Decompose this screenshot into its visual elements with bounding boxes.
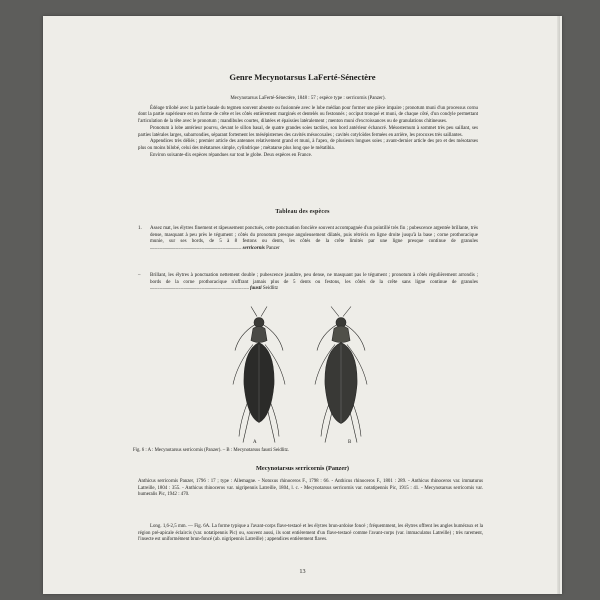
figure-caption: Fig. 6 : A : Mecynotarsus serricornis (Panzer). – B : Mecynotarsus fausti Seidlitz. (133, 448, 290, 453)
key-author: Panzer (266, 246, 280, 252)
intro-paragraph-1: Édéage trilobé avec la partie basale du tegmen souvent absente ou fusionnée avec le lobe médian pour former une pièce impaire ; pronotum muni d'un processus cornu dont la partie supérieure est en forme de crête et les côtés entièrement marginés et dentelés ou festonnés ; occiput tronqué et muni, de chaque côté, d'un condyle permettant l'articulation de la tête avec le pronotum ; mandibules courtes, dilatées et épaissies latéralement ; menton muni d'excroissances ou de granulations chitineuses. (138, 105, 478, 125)
species-title: Mecynotarsus serricornis (Panzer) (255, 465, 350, 472)
table-title: Tableau des espèces (275, 209, 330, 215)
species-synonymy: Anthicus serricornis Panzer, 1796 : 17 ; type : Allemagne. - Notoxus rhinoceros F., 1798 : 66. - Anthicus rhinoceros F., 1801 : 289. - Anthicus rhinoceros var. immaturus Latreille, 1804 : 355. - Anthicus rhinoceros var. nigripennis Latreille, 1804, l. c. - Mecynotarsus serricornis var. notatipennis Pic, 1915 : 41. - Mecynotarsus serricornis var. humeralis Pic, 1942 : 470. (138, 479, 483, 498)
figure-label-a: A (253, 440, 257, 445)
key-number: – (138, 273, 141, 278)
key-text: Assez mat, les élytres finement et râpeusement ponctués, cette ponctuation foncière souvent accompagnée d'un pointillé très fin ; pubescence argentée brillante, très dense, masquant à peu près le tégument ; côtés du pronotum presque anguleusement dilatés, puis rétrécis en ligne droite jusqu'à la base ; corne prothoracique munie, sur ses bords, de 5 à 8 festons ou dents, les côtés de la crête limités par une ligne presque continue de granules (150, 226, 478, 245)
species-description: Long. 1,6-2,5 mm. — Fig. 6A. La forme typique a l'avant-corps flave-testacé et les élytres brun-ardoise foncé ; fréquemment, les élytres offrent les angles huméraux et la région pré-apicale éclaircis (var. notatipennis Pic) ou, souvent aussi, ils sont entièrement d'un flave-testacé comme l'avant-corps (var. immaculatus Latreille) ; très rarement, l'insecte est uniformément brun-foncé (ab. nigripennis Latreille) ; appendices entièrement flaves. (138, 524, 483, 543)
key-number: 1. (138, 226, 142, 231)
key-leader-dots: .............................................................................................. (150, 286, 249, 292)
key-species: fausti (249, 286, 262, 292)
key-text: Brillant, les élytres à ponctuation nettement double ; pubescence jaunâtre, peu dense, ne masquant pas le tégument ; pronotum à côtés régulièrement arrondis ; bords de la corne prothoracique n'offrant jamais plus de 5 dents ou festons, les côtés de la crête sans ligne continue de granules (150, 273, 478, 285)
intro-block (138, 96, 478, 159)
key-leader-dots: ....................................................................................... (150, 246, 242, 252)
key-couplet-2 (138, 273, 478, 293)
beetle-b (315, 307, 367, 443)
page-edge (557, 16, 560, 594)
genus-title: Genre Mecynotarsus LaFerté-Sénectère (229, 72, 376, 82)
key-species: serricornis (242, 246, 265, 252)
book-page (43, 16, 562, 594)
beetle-illustration (229, 302, 379, 447)
key-author: Seidlitz (262, 286, 279, 292)
figure-label-b: B (348, 440, 352, 445)
intro-paragraph-4: Environ soixante-dix espèces répandues sur tout le globe. Deux espèces en France. (150, 152, 313, 158)
beetle-a (233, 307, 285, 443)
key-couplet-1 (138, 226, 478, 253)
intro-paragraph-3: Appendices très déliés ; premier article des antennes relativement grand et muni, à l'apex, de plusieurs longues soies ; avant-dernier article des pro et des mésotarses plus ou moins bilobé, celui des métatarses simple, cylindrique ; métatarse plus long que le métatibia. (138, 139, 478, 151)
genus-reference: Mecynotarsus LaFerté-Sénectère, 1848 : 57 ; espèce type : serricornis (Panzer). (230, 96, 386, 101)
page-number: 13 (299, 568, 306, 575)
intro-paragraph-2: Pronotum à lobe antérieur pourvu, devant le sillon basal, de quatre grandes soies tactiles, son bord antérieur échancré. Mésosternum à sommet très peu saillant, ses parties latérales larges, subarrondies, séparant fortement les mésépisternes des cavités mésocoxales ; cavités cotyloïdes fermées en arrière, les procoxes très saillantes. (138, 125, 478, 138)
